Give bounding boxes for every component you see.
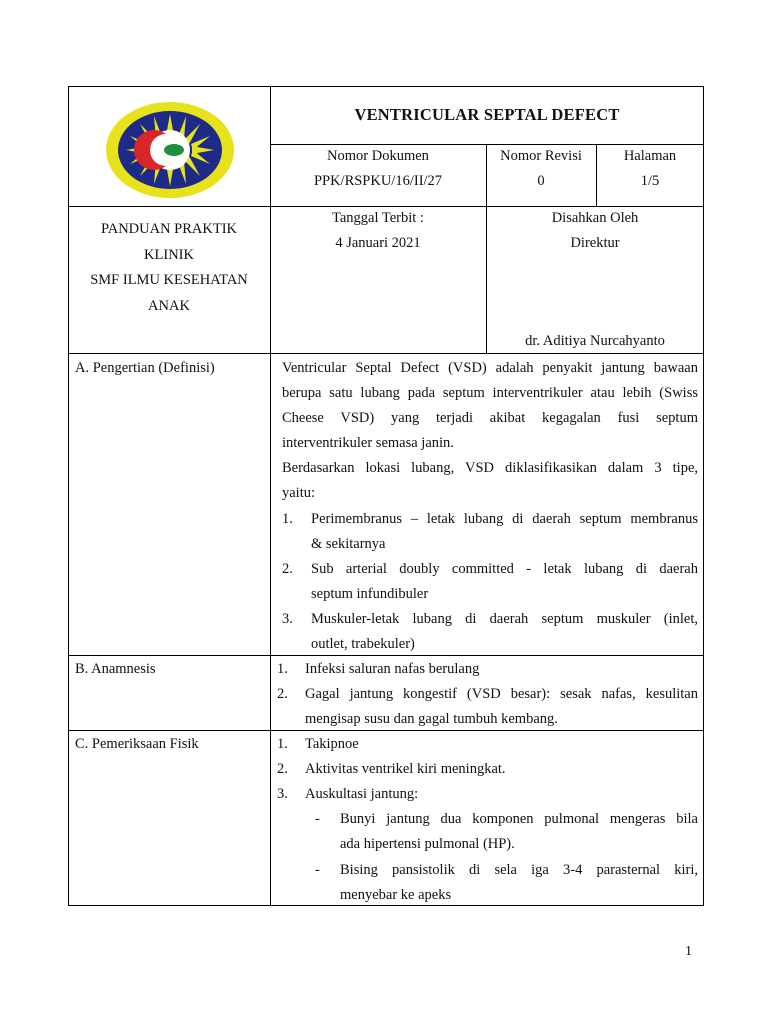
panduan-line-1: PANDUAN PRAKTIK	[100, 221, 238, 237]
section-a-item-1-num: 1.	[282, 511, 293, 527]
hospital-logo	[104, 100, 236, 200]
section-a-p1-line-3: Cheese VSD) yang terjadi akibat kegagalan fusi septum	[282, 410, 698, 426]
nomor-dokumen-label: Nomor Dokumen	[327, 148, 429, 164]
section-c-item-1-num: 1.	[277, 736, 288, 752]
section-a-label: A. Pengertian (Definisi)	[75, 360, 215, 376]
section-c-item-2-num: 2.	[277, 761, 288, 777]
panduan-line-2: KLINIK	[144, 247, 194, 263]
tanggal-terbit-value: 4 Januari 2021	[335, 235, 421, 251]
disahkan-value: Direktur	[570, 235, 620, 251]
logo-calligraphy	[164, 144, 184, 156]
section-b-label: B. Anamnesis	[75, 661, 156, 677]
section-c-subitem-1-line-1: Bunyi jantung dua komponen pulmonal mengeras bila	[340, 811, 698, 827]
nomor-dokumen-value: PPK/RSPKU/16/II/27	[313, 173, 443, 189]
section-c-item-3-num: 3.	[277, 786, 288, 802]
section-a-p1-line-2: berupa satu lubang pada septum interventrikuler atau lebih (Swiss	[282, 385, 698, 401]
section-a-p1-line-4: interventrikuler semasa janin.	[282, 435, 454, 451]
section-b-item-1-num: 1.	[277, 661, 288, 677]
section-a-item-2-line-2: septum infundibuler	[311, 586, 429, 602]
section-a-item-2-num: 2.	[282, 561, 293, 577]
halaman-value: 1/5	[640, 173, 660, 189]
section-a-item-3-line-2: outlet, trabekuler)	[311, 636, 415, 652]
section-a-p2-line-2: yaitu:	[282, 485, 316, 501]
section-c-subitem-1-line-2: ada hipertensi pulmonal (HP).	[340, 836, 515, 852]
section-c-item-2-line-1: Aktivitas ventrikel kiri meningkat.	[305, 761, 506, 777]
section-a-item-3-num: 3.	[282, 611, 293, 627]
section-a-item-3-line-1: Muskuler-letak lubang di daerah septum muskuler (inlet,	[311, 611, 698, 627]
panduan-line-4: ANAK	[148, 298, 190, 314]
section-a-p2-line-1: Berdasarkan lokasi lubang, VSD diklasifikasikan dalam 3 tipe,	[282, 460, 698, 476]
section-b-item-1-line-1: Infeksi saluran nafas berulang	[305, 661, 480, 677]
section-a-p1-line-1: Ventricular Septal Defect (VSD) adalah penyakit jantung bawaan	[282, 360, 698, 376]
nomor-revisi-value: 0	[537, 173, 545, 189]
section-a-item-1-line-1: Perimembranus – letak lubang di daerah septum membranus	[311, 511, 698, 527]
section-c-item-3-line-1: Auskultasi jantung:	[305, 786, 419, 802]
halaman-label: Halaman	[623, 148, 677, 164]
section-b-item-2-line-2: mengisap susu dan gagal tumbuh kembang.	[305, 711, 558, 727]
section-b-item-2-num: 2.	[277, 686, 288, 702]
divider-content-col	[270, 353, 271, 906]
section-a-item-1-line-2: & sekitarnya	[311, 536, 386, 552]
section-c-item-1-line-1: Takipnoe	[305, 736, 359, 752]
section-c-label: C. Pemeriksaan Fisik	[75, 736, 199, 752]
section-a-item-2-line-1: Sub arterial doubly committed - letak lubang di daerah	[311, 561, 698, 577]
signatory-name: dr. Aditiya Nurcahyanto	[525, 333, 665, 349]
document-title: VENTRICULAR SEPTAL DEFECT	[354, 105, 620, 124]
tanggal-terbit-label: Tanggal Terbit :	[332, 210, 424, 226]
nomor-revisi-label: Nomor Revisi	[500, 148, 582, 164]
section-c-subitem-1-bullet: -	[315, 811, 320, 827]
section-b-item-2-line-1: Gagal jantung kongestif (VSD besar): sesak nafas, kesulitan	[305, 686, 698, 702]
panduan-line-3: SMF ILMU KESEHATAN	[90, 272, 248, 288]
disahkan-label: Disahkan Oleh	[551, 210, 639, 226]
section-c-subitem-2-bullet: -	[315, 862, 320, 878]
section-c-subitem-2-line-2: menyebar ke apeks	[340, 887, 452, 903]
page-number: 1	[685, 944, 692, 959]
section-c-subitem-2-line-1: Bising pansistolik di sela iga 3-4 parasternal kiri,	[340, 862, 698, 878]
